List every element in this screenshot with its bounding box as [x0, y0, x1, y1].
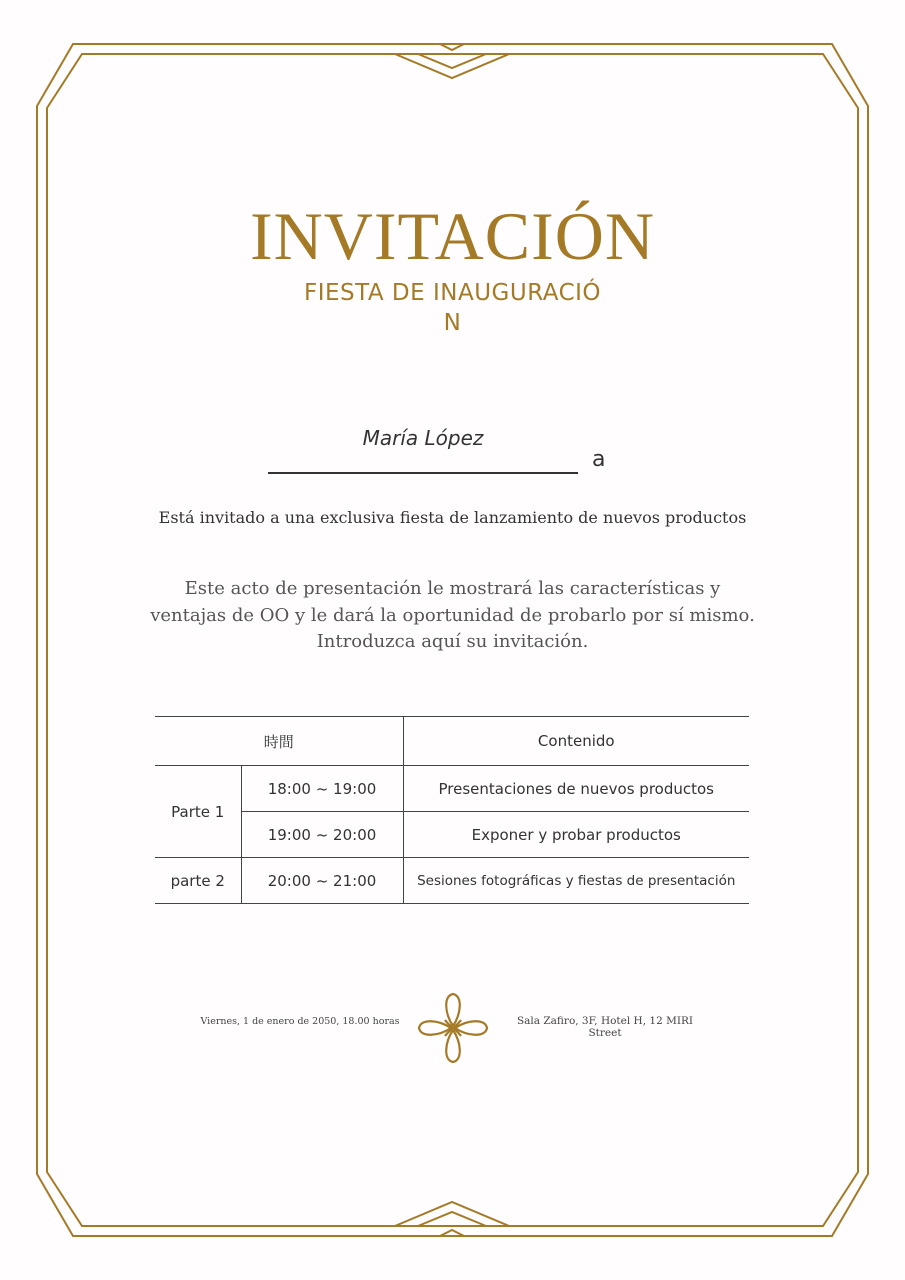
- guest-name-underline: [268, 472, 578, 474]
- table-row: [155, 812, 749, 858]
- content-cell: Exponer y probar productos: [403, 812, 749, 858]
- description-line: ventajas de OO y le dará la oportunidad de probarlo por sí mismo.: [150, 604, 755, 626]
- knot-icon: [415, 990, 491, 1066]
- event-date: Viernes, 1 de enero de 2050, 18.00 horas: [200, 1016, 400, 1027]
- time-cell: 18:00 ~ 19:00: [241, 766, 403, 812]
- time-cell: 20:00 ~ 21:00: [241, 858, 403, 904]
- content-header: Contenido: [403, 717, 749, 766]
- event-location: Sala Zafiro, 3F, Hotel H, 12 MIRI Street: [516, 1015, 694, 1039]
- invitation-title: INVITACIÓN: [250, 198, 655, 274]
- event-description: [140, 576, 765, 656]
- invitation-line: Está invitado a una exclusiva fiesta de lanzamiento de nuevos productos: [158, 508, 747, 527]
- time-cell: 19:00 ~ 20:00: [241, 812, 403, 858]
- description-line: Este acto de presentación le mostrará las características y: [184, 578, 721, 599]
- content-cell: Presentaciones de nuevos productos: [403, 766, 749, 812]
- guest-name: María López: [362, 426, 484, 450]
- part-label: Parte 1: [155, 766, 241, 858]
- invitation-subtitle: FIESTA DE INAUGURACIÓN: [303, 280, 602, 336]
- table-row: [155, 858, 749, 904]
- time-header: 時間: [155, 717, 403, 766]
- content-cell: Sesiones fotográficas y fiestas de presentación: [403, 858, 749, 904]
- table-row: [155, 766, 749, 812]
- description-line: Introduzca aquí su invitación.: [316, 631, 589, 652]
- guest-suffix: a: [592, 447, 606, 472]
- table-header-row: [155, 717, 749, 766]
- schedule-table: [155, 716, 749, 904]
- part-label: parte 2: [155, 858, 241, 904]
